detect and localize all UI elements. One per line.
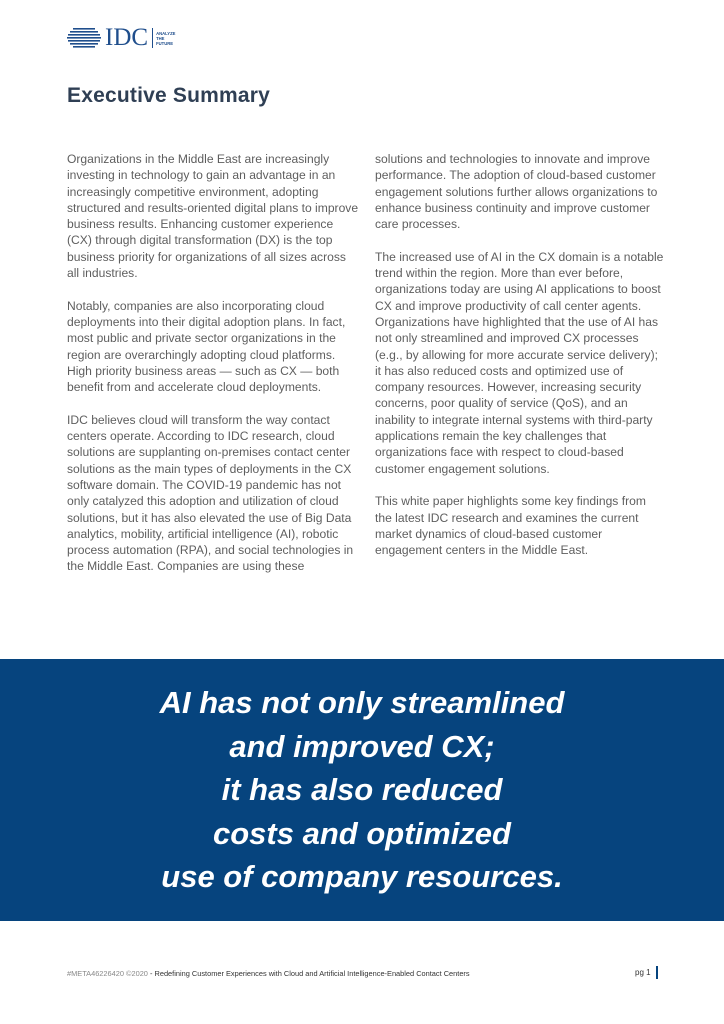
pull-quote-line: and improved CX; [229, 728, 495, 764]
body-paragraph: Notably, companies are also incorporating cloud deployments into their digital adoption plans. In fact, most public and private sector organizations in the region are overarchingly adopting cloud platforms. High priority business areas — such as CX — both benefit from and accelerate cloud deployments. [67, 298, 346, 395]
body-paragraph: Organizations in the Middle East are increasingly investing in technology to gain an advantage in an increasingly competitive environment, adopting structured and results-oriented digital plans to improve business results. Enhancing customer experience (CX) through digital transformation (DX) is the top business priority for organizations of all sizes across all industries. [67, 152, 359, 281]
logo-tagline-line: THE [156, 35, 165, 41]
logo-tagline-line: ANALYZE [156, 30, 176, 36]
logo-tagline [156, 31, 180, 46]
pull-quote-line: use of company resources. [161, 859, 563, 895]
page-title: Executive Summary [67, 84, 271, 107]
footer-doc-id: #META46226420 ©2020 [67, 969, 148, 978]
logo-tagline-line: FUTURE [156, 40, 174, 46]
logo-divider [152, 28, 153, 48]
body-column-right [375, 151, 665, 575]
pull-quote-line: it has also reduced [221, 772, 503, 808]
pull-quote-banner [0, 659, 724, 921]
footer-doc-title: - Redefining Customer Experiences with Cloud and Artificial Intelligence-Enabled Contact Centers [149, 969, 470, 978]
body-paragraph: This white paper highlights some key findings from the latest IDC research and examines the current market dynamics of cloud-based customer engagement centers in the Middle East. [375, 494, 646, 558]
body-column-left [67, 151, 359, 591]
globe-icon [67, 27, 101, 49]
logo-wordmark: IDC [105, 24, 149, 51]
page-number-label: pg 1 [635, 968, 651, 977]
page-number [635, 966, 658, 979]
pull-quote-line: costs and optimized [213, 815, 511, 851]
body-paragraph: The increased use of AI in the CX domain is a notable trend within the region. More than ever before, organizations today are using AI applications to boost CX and improve productivity of call center agents. Organizations have highlighted that the use of AI has not only streamlined and improved CX processes (e.g., by allowing for more accurate service delivery); it has also reduced costs and optimized use of company resources. However, increasing security concerns, poor quality of service (QoS), and an inability to integrate internal systems with third-party applications remain the key challenges that organizations face with respect to cloud-based customer engagement solutions. [375, 249, 664, 476]
page-footer [67, 969, 470, 978]
pull-quote-line: AI has not only streamlined [159, 685, 565, 721]
page-number-bar [656, 966, 658, 979]
body-paragraph: solutions and technologies to innovate and improve performance. The adoption of cloud-based customer engagement solutions further allows organizations to enhance business continuity and improve customer care processes. [375, 152, 658, 232]
idc-logo [67, 26, 180, 50]
body-paragraph: IDC believes cloud will transform the way contact centers operate. According to IDC research, cloud solutions are supplanting on-premises contact center solutions as the main types of deployments in the CX software domain. The COVID-19 pandemic has not only catalyzed this adoption and utilization of cloud solutions, but it has also elevated the use of Big Data analytics, mobility, artificial intelligence (AI), robotic process automation (RPA), and social technologies in the Middle East. Companies are using these [67, 412, 354, 574]
